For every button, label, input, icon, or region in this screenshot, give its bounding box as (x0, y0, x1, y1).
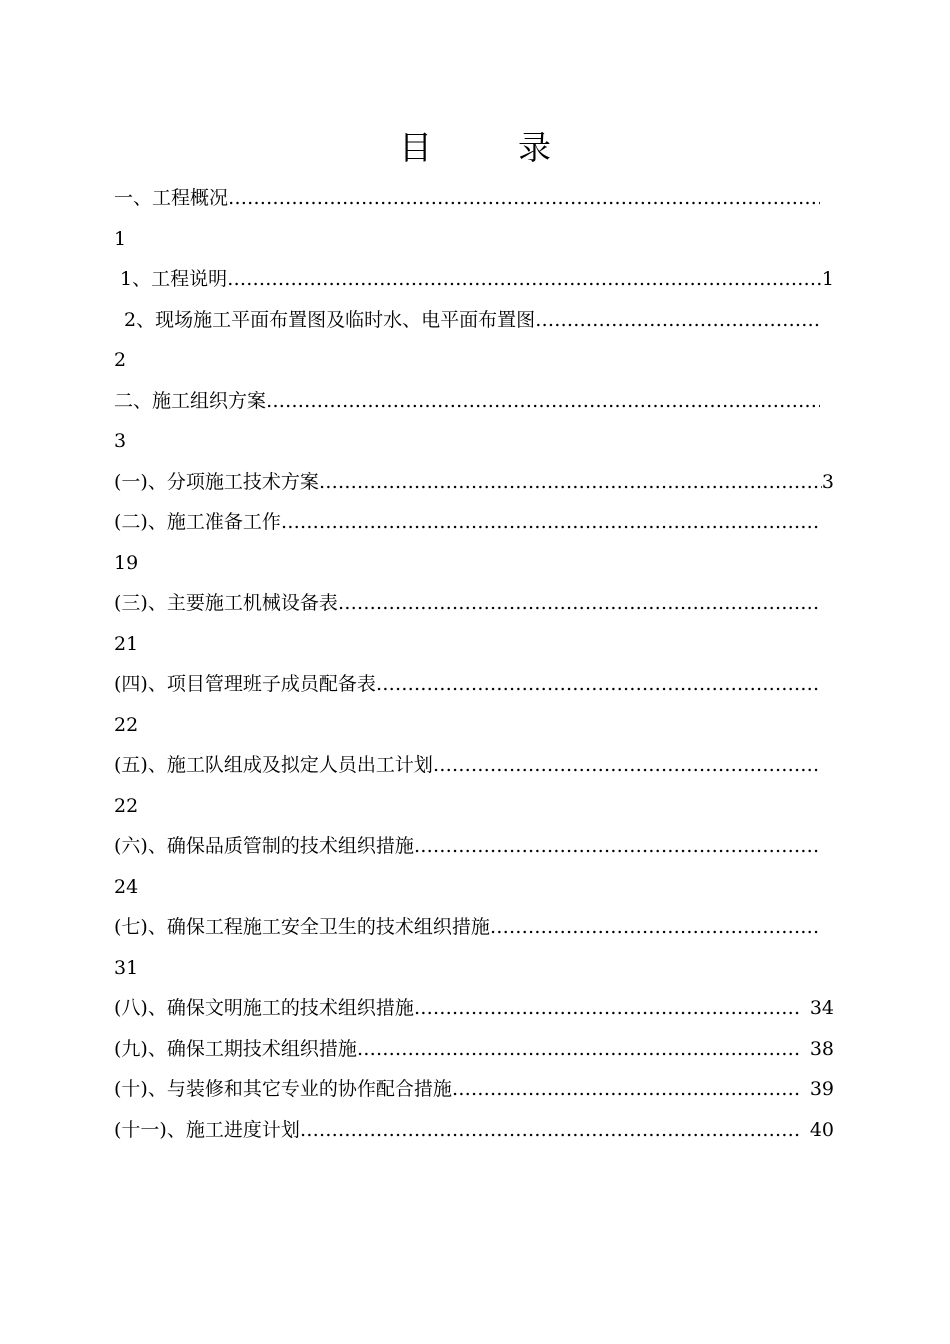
toc-leader-dots (490, 907, 820, 948)
toc-entry[interactable] (114, 988, 834, 1029)
toc-entry[interactable] (114, 300, 834, 341)
toc-entry-title: 1、工程说明 (120, 268, 228, 290)
toc-entry-title: (一)、分项施工技术方案 (114, 470, 319, 493)
toc-leader-dots (414, 826, 820, 867)
toc-entry[interactable] (114, 745, 834, 786)
toc-entry-title: (十)、与装修和其它专业的协作配合措施 (114, 1078, 452, 1100)
table-of-contents (114, 178, 834, 1150)
toc-leader-dots (338, 583, 820, 624)
toc-entry[interactable] (114, 664, 834, 705)
toc-leader-dots (281, 502, 820, 543)
title-char-left: 目 (399, 128, 432, 167)
toc-entry-page: 22 (114, 713, 139, 736)
toc-entry-page: 1 (821, 268, 834, 290)
title-char-right: 录 (518, 128, 551, 167)
toc-entry[interactable] (114, 462, 834, 503)
toc-entry-page: 40 (809, 1118, 834, 1141)
toc-entry-title: (九)、确保工期技术组织措施 (114, 1037, 357, 1060)
toc-entry-title: (八)、确保文明施工的技术组织措施 (114, 997, 414, 1019)
toc-entry-title: (六)、确保品质管制的技术组织措施 (114, 835, 414, 857)
toc-entry-page: 34 (809, 997, 834, 1019)
toc-entry-page: 3 (114, 430, 127, 452)
toc-entry-title: (五)、施工队组成及拟定人员出工计划 (114, 754, 433, 776)
toc-entry[interactable] (114, 583, 834, 624)
toc-entry-title: (三)、主要施工机械设备表 (114, 592, 338, 614)
toc-entry-page: 22 (114, 794, 139, 817)
toc-entry-page: 39 (809, 1078, 834, 1100)
toc-entry-page: 21 (114, 632, 139, 655)
toc-entry[interactable] (114, 178, 834, 219)
toc-leader-dots (357, 1029, 800, 1070)
toc-leader-dots (414, 988, 800, 1029)
toc-entry-page: 24 (114, 875, 139, 898)
toc-entry-title: (四)、项目管理班子成员配备表 (114, 673, 376, 695)
toc-entry-page: 3 (821, 470, 834, 493)
toc-leader-dots (319, 462, 822, 503)
toc-leader-dots (227, 259, 822, 300)
toc-entry-title: 二、施工组织方案 (114, 389, 267, 412)
toc-leader-dots (376, 664, 820, 705)
toc-leader-dots (452, 1069, 800, 1110)
toc-entry[interactable] (114, 1069, 834, 1110)
toc-entry[interactable] (114, 502, 834, 543)
toc-entry[interactable] (114, 381, 834, 422)
page-title (0, 122, 950, 169)
toc-entry-page: 2 (114, 349, 127, 371)
toc-entry-page: 31 (114, 956, 139, 979)
toc-entry-page: 38 (809, 1037, 834, 1060)
toc-leader-dots (300, 1110, 800, 1151)
toc-entry-title: (二)、施工准备工作 (114, 511, 281, 533)
toc-entry[interactable] (114, 1029, 834, 1070)
toc-entry[interactable] (114, 1110, 834, 1151)
toc-entry[interactable] (114, 907, 834, 948)
toc-leader-dots (433, 745, 820, 786)
toc-entry-page: 19 (114, 551, 139, 574)
toc-entry-page: 1 (114, 227, 127, 250)
toc-entry[interactable] (114, 259, 834, 300)
toc-entry-title: 2、现场施工平面布置图及临时水、电平面布置图 (124, 308, 536, 331)
toc-leader-dots (535, 300, 820, 341)
toc-entry-title: (十一)、施工进度计划 (114, 1118, 300, 1141)
toc-entry-title: (七)、确保工程施工安全卫生的技术组织措施 (114, 916, 490, 938)
toc-entry-title: 一、工程概况 (114, 187, 229, 209)
toc-entry[interactable] (114, 826, 834, 867)
toc-leader-dots (266, 381, 820, 422)
toc-leader-dots (228, 178, 820, 219)
